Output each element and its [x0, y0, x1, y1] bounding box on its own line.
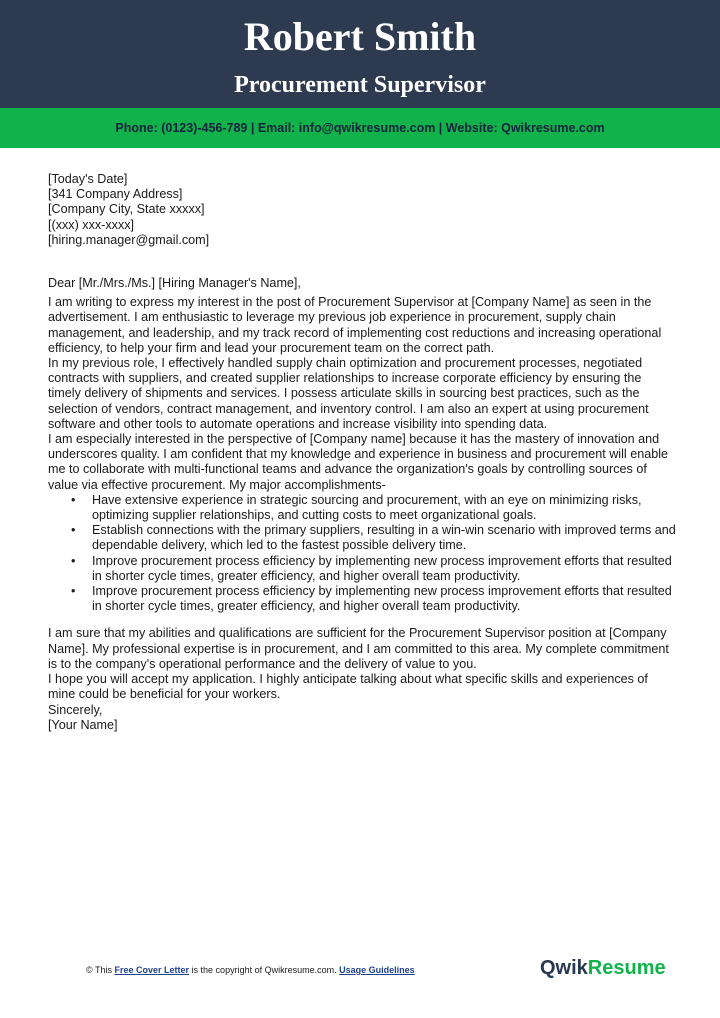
letter-date: [Today's Date] [48, 172, 128, 186]
paragraph-interest: I am especially interested in the perspective of [Company name] because it has the mastery of innovation and underscores quality. I am confident that my knowledge and experience in business and procurement will enable me to collaborate with multi-functional teams and advance the organization's goals by controlling sources of value via effective procurement. My major accomplishments- [48, 432, 669, 492]
paragraph-experience: In my previous role, I effectively handled supply chain optimization and procurement processes, negotiated contracts with suppliers, and created supplier relationships to increase corporate efficiency by ensuring the timely delivery of shipments and services. I possess articulate skills in sourcing best practices, such as the selection of vendors, contract management, and inventory control. I am also an expert at using procurement software and other tools to automate operations and increase visibility into spending data. [48, 356, 649, 431]
paragraph-qualifications: I am sure that my abilities and qualifications are sufficient for the Procurement Supervisor position at [Company Name]. My professional expertise is in procurement, and I am committed to this area. My complete commitment is to the company's operational performance and the delivery of value to you. [48, 626, 669, 671]
bullet-icon: • [71, 523, 76, 538]
address-line: [(xxx) xxx-xxxx] [48, 217, 135, 232]
qwikresume-logo [540, 955, 666, 981]
paragraph-closing: I hope you will accept my application. I highly anticipate talking about what specific skills and experiences of mine could be beneficial for your workers. [48, 672, 648, 702]
bullet-icon: • [71, 492, 76, 507]
list-item [71, 523, 676, 553]
recipient-address [48, 187, 676, 248]
bullet-icon: • [71, 553, 76, 568]
header-banner [0, 0, 720, 108]
address-line: [hiring.manager@gmail.com] [48, 232, 210, 247]
list-item-text: Improve procurement process efficiency by implementing new process improvement efforts that resulted in shorter cycle times, greater efficiency, and higher overall team productivity. [92, 584, 672, 614]
signature: [Your Name] [48, 717, 118, 732]
copyright-prefix: © This [86, 965, 112, 975]
logo-qwik: Qwik [540, 957, 588, 979]
address-line: [341 Company Address] [48, 187, 183, 202]
list-item [71, 492, 676, 523]
salutation: Dear [Mr./Mrs./Ms.] [Hiring Manager's Name], [48, 276, 301, 291]
usage-guidelines-link[interactable]: Usage Guidelines [339, 965, 415, 975]
address-line: [Company City, State xxxxx] [48, 202, 205, 217]
closing: Sincerely, [48, 702, 103, 717]
copyright-note [86, 964, 415, 976]
list-item-text: Establish connections with the primary suppliers, resulting in a win-win scenario with improved terms and dependable delivery, which led to the fastest possible delivery time. [92, 523, 676, 553]
sign-off [48, 703, 676, 733]
contact-bar [0, 108, 720, 148]
candidate-name: Robert Smith [243, 14, 477, 59]
list-item [71, 553, 676, 584]
list-item-text: Improve procurement process efficiency by implementing new process improvement efforts that resulted in shorter cycle times, greater efficiency, and higher overall team productivity. [92, 553, 672, 583]
accomplishments-list [48, 493, 676, 615]
job-title: Procurement Supervisor [234, 72, 486, 98]
list-item-text: Have extensive experience in strategic sourcing and procurement, with an eye on minimizing risks, optimizing supplier relationships, and cutting costs to meet organizational goals. [92, 492, 642, 523]
bullet-icon: • [71, 584, 76, 599]
copyright-text: is the copyright of Qwikresume.com. [191, 965, 337, 975]
list-item [71, 584, 676, 614]
paragraph-intro: I am writing to express my interest in the post of Procurement Supervisor at [Company Name] as seen in the advertisement. I am enthusiastic to leverage my previous job experience in procurement, supply chain management, and leadership, and my track record of implementing cost reductions and increasing operational efficiency, to help your firm and lead your procurement team on the correct path. [48, 295, 662, 355]
logo-resume: Resume [587, 957, 666, 979]
letter-body [48, 172, 676, 733]
free-cover-letter-link[interactable]: Free Cover Letter [114, 965, 190, 975]
contact-line: Phone: (0123)-456-789 | Email: info@qwikresume.com | Website: Qwikresume.com [115, 121, 605, 135]
